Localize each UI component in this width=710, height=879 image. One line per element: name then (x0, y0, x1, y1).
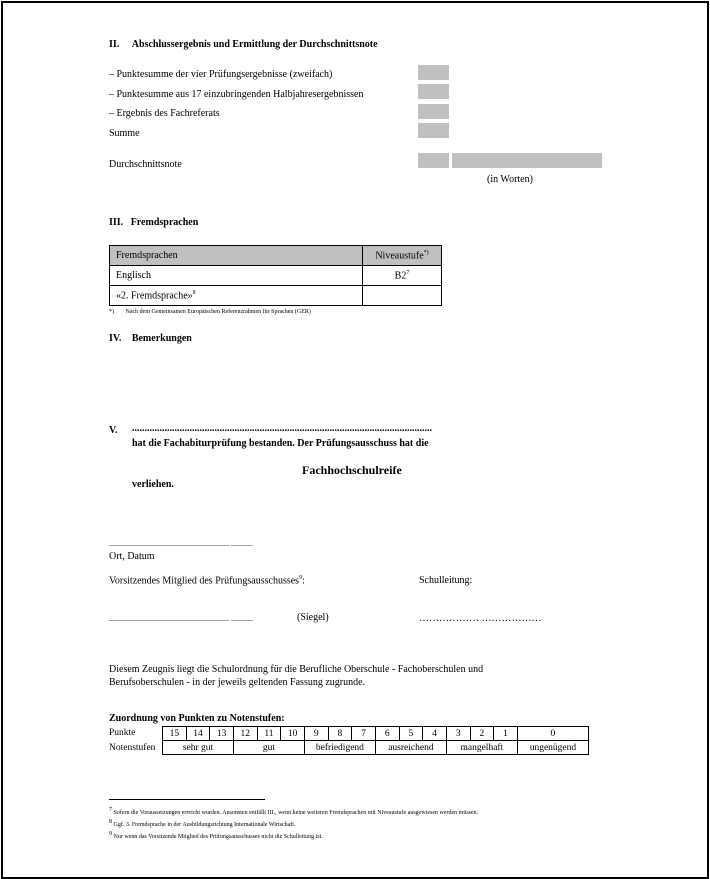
note-cell: mangelhaft (446, 741, 517, 755)
language-name-sup: 8 (192, 289, 196, 296)
point-cell: 15 (163, 727, 187, 741)
languages-table (109, 245, 442, 306)
point-cell: 7 (352, 727, 376, 741)
ger-footnote-mark: *) (109, 309, 114, 315)
chair-label-text: Vorsitzendes Mitglied des Prüfungsausschusses (109, 575, 300, 587)
item-exam-points: – Punktesumme der vier Prüfungsergebnisse (zweifach) (109, 69, 333, 80)
verliehen-text: verliehen. (132, 479, 174, 490)
point-cell: 10 (281, 727, 305, 741)
note-cell: gut (233, 741, 304, 755)
footnote-7 (109, 806, 478, 818)
fachhochschulreife-title: Fachhochschulreife (302, 463, 402, 477)
footnote-9-mark: 9 (109, 831, 112, 837)
school-head-label: Schulleitung: (419, 575, 473, 586)
ger-footnote-text: Nach dem Gemeinsamen Europäischen Referenzrahmen für Sprachen (GER) (125, 309, 311, 315)
referat-field[interactable] (418, 104, 449, 119)
average-label: Durchschnittsnote (109, 159, 182, 170)
point-cell: 9 (304, 727, 328, 741)
language-level (363, 266, 442, 286)
notes-row (163, 741, 589, 755)
average-words-field[interactable] (452, 153, 602, 168)
section4-number: IV. (109, 333, 122, 344)
place-date-label: Ort, Datum (109, 551, 155, 562)
language-name-value: «2. Fremdsprache» (116, 290, 193, 302)
seal-label: (Siegel) (297, 612, 329, 623)
closing-paragraph: Diesem Zeugnis liegt die Schulordnung für die Berufliche Oberschule - Fachoberschulen und Berufsoberschulen - in der jeweils geltenden Fassung zugrunde. (109, 664, 484, 688)
footnote-divider (109, 799, 265, 800)
footnote-7-mark: 7 (109, 807, 112, 813)
point-cell: 14 (186, 727, 210, 741)
note-cell: ausreichend (375, 741, 446, 755)
chair-signature-dots[interactable]: ............................................................ ........... (109, 614, 253, 623)
in-words-label: (in Worten) (487, 174, 533, 185)
language-name: Englisch (110, 266, 363, 286)
language-name (110, 286, 363, 306)
exam-points-field[interactable] (418, 65, 449, 80)
note-cell: befriedigend (304, 741, 375, 755)
col-level (363, 246, 442, 266)
language-level-value: B2 (394, 270, 407, 282)
language-level[interactable] (363, 286, 442, 306)
item-semester-points: – Punktesumme aus 17 einzubringenden Halbjahresergebnissen (109, 89, 364, 100)
section5-number: V. (109, 425, 118, 436)
note-cell: ungenügend (517, 741, 588, 755)
school-signature-dots[interactable]: ……………… ……………… (419, 613, 542, 624)
semester-points-field[interactable] (418, 84, 449, 99)
point-cell: 13 (210, 727, 234, 741)
chair-colon: : (302, 575, 305, 587)
table-row (110, 266, 442, 286)
section2-title: Abschlussergebnis und Ermittlung der Durchschnittsnote (131, 39, 378, 50)
chair-label (109, 575, 305, 586)
section4-heading (109, 333, 192, 344)
average-number-field[interactable] (418, 153, 449, 168)
passed-text: hat die Fachabiturprüfung bestanden. Der Prüfungsausschuss hat die (132, 438, 429, 449)
language-level-sup: 7 (406, 269, 410, 276)
ger-footnote (109, 309, 311, 315)
point-cell: 0 (517, 727, 588, 741)
points-row (163, 727, 589, 741)
point-cell: 2 (470, 727, 494, 741)
col-level-label: Niveaustufe (375, 250, 424, 262)
point-cell: 1 (494, 727, 518, 741)
points-label: Punkte (109, 728, 136, 738)
point-cell: 3 (446, 727, 470, 741)
footnote-9 (109, 830, 478, 842)
footnote-8 (109, 818, 478, 830)
grades-label: Notenstufen (109, 743, 156, 753)
footnote-9-text: Nur wenn das Vorsitzende Mitglied des Prüfungsausschusses nicht die Schulleitung ist. (113, 834, 323, 840)
section3-title: Fremdsprachen (130, 217, 199, 228)
section4-title: Bemerkungen (131, 333, 192, 344)
col-level-sup: *) (423, 249, 429, 256)
point-cell: 4 (423, 727, 447, 741)
section3-number: III. (109, 217, 124, 228)
item-sum: Summe (109, 128, 140, 139)
name-dots-line[interactable]: ........................................................................................................................ (132, 423, 432, 434)
point-cell: 5 (399, 727, 423, 741)
table-row (110, 286, 442, 306)
point-cell: 12 (233, 727, 257, 741)
languages-table-header (110, 246, 442, 266)
sum-field[interactable] (418, 123, 449, 138)
footnote-7-text: Sofern die Voraussetzungen erreicht wurden. Ansonsten entfällt III., wenn keine weiteren Fremdsprachen mit Niveaustufe ausgewiesen werden müssen. (113, 810, 479, 816)
place-date-dots[interactable]: ............................................................ ........... (109, 539, 253, 548)
point-cell: 11 (257, 727, 281, 741)
section2-number: II. (109, 39, 120, 50)
col-languages: Fremdsprachen (110, 246, 363, 266)
footnote-8-text: Ggf. 3. Fremdsprache in der Ausbildungsrichtung Internationale Wirtschaft. (113, 822, 296, 828)
note-cell: sehr gut (163, 741, 234, 755)
section3-heading (109, 217, 198, 228)
grades-table (162, 726, 589, 755)
footnote-8-mark: 8 (109, 819, 112, 825)
point-cell: 6 (375, 727, 399, 741)
grades-heading: Zuordnung von Punkten zu Notenstufen: (109, 713, 285, 724)
footnotes (109, 806, 478, 842)
point-cell: 8 (328, 727, 352, 741)
item-referat: – Ergebnis des Fachreferats (109, 108, 220, 119)
section2-heading (109, 39, 378, 50)
chair-sup: 9 (299, 575, 303, 581)
